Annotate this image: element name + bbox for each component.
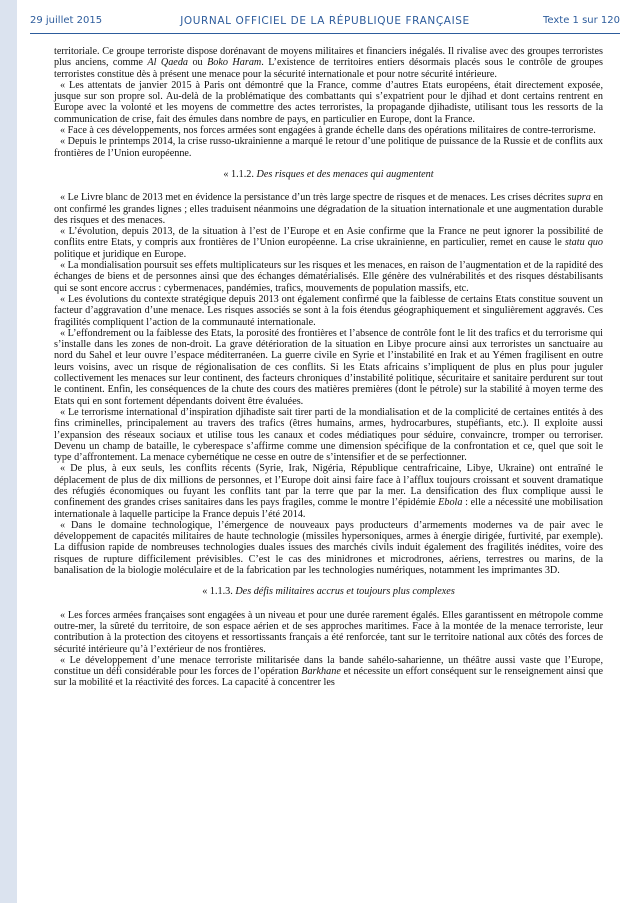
journal-title: JOURNAL OFFICIEL DE LA RÉPUBLIQUE FRANÇAISE bbox=[180, 15, 470, 27]
header-rule bbox=[30, 33, 620, 34]
paragraph: « Les forces armées françaises sont engagées à un niveau et pour une durée rarement égalés. Elles garantissent en métropole comme outre-mer, la sûreté du territoire, de son espace aérien et de ses approches maritimes. Face à la montée de la menace terroriste, leur contribution à la protection des citoyens et ressortissants français a été renforcée, tant sur le territoire national aux côtés des forces de sécurité intérieure qu’à l’extérieur de nos frontières. bbox=[54, 609, 603, 655]
section-heading-1-1-2: « 1.1.2. Des risques et des menaces qui augmentent bbox=[223, 168, 434, 180]
publication-date: 29 juillet 2015 bbox=[30, 15, 103, 26]
paragraph: « Depuis le printemps 2014, la crise russo-ukrainienne a marqué le retour d’une politique de puissance de la Russie et de conflits aux frontières de l’Union européenne. bbox=[54, 136, 603, 159]
paragraph: « De plus, à eux seuls, les conflits récents (Syrie, Irak, Nigéria, République centrafricaine, Libye, Ukraine) ont entraîné le déplacement de plus de dix millions de personnes, et l’Europe doit ainsi faire face à l’afflux toujours croissant et souvent dramatique des réfugiés économiques ou fuyant les conflits tant par la terre que par la mer. La densification des flux complique aussi le confinement des grandes crises sanitaires dans les pays fragiles, comme le montre l’épidémie Ebola : elle a nécessité une mobilisation internationale à laquelle participe la France depuis l’été 2014. bbox=[54, 463, 603, 520]
page-header bbox=[30, 15, 620, 31]
paragraph: « L’évolution, depuis 2013, de la situation à l’est de l’Europe et en Asie confirme que la France ne peut ignorer la possibilité de conflits entre Etats, y compris aux frontières de l’Union européenne. La crise ukrainienne, en particulier, remet en cause le statu quo politique et juridique en Europe. bbox=[54, 226, 603, 260]
paragraph: « Le développement d’une menace terroriste militarisée dans la bande sahélo-saharienne, un théâtre aussi vaste que l’Europe, constitue un défi considérable pour les forces de l’opération Barkhane et nécessite un effort conséquent sur le renseignement ainsi que sur la mobilité et la réactivité des forces. La capacité à concentrer les bbox=[54, 654, 603, 689]
paragraph: « Les attentats de janvier 2015 à Paris ont démontré que la France, comme d’autres Etats européens, était directement exposée, jusque sur son propre sol. Au-delà de la problématique des combattants qui s’expatrient pour le djihad et dont certains rentrent en Europe avec la volonté et les moyens de commettre des actes terroristes, la propagande djihadiste, utilisant tous les ressorts de la communication de crise, fait des émules dans nombre de pays, en particulier en Europe, dont la France. bbox=[54, 79, 603, 125]
side-stripe bbox=[0, 0, 17, 903]
paragraph: territoriale. Ce groupe terroriste dispose dorénavant de moyens militaires et financiers inégalés. Il rivalise avec des groupes terroristes plus anciens, comme Al Qaeda ou Boko Haram. L’existence de territoires entiers désormais placés sous le contrôle de groupes terroristes constitue dès à présent une menace pour la sécurité internationale et pour notre sécurité intérieure. bbox=[54, 46, 603, 80]
paragraph: « L’effondrement ou la faiblesse des Etats, la porosité des frontières et l’absence de contrôle font le lit des trafics et du terrorisme qui s’installe dans les zones de non-droit. La grave détérioration de la situation en Libye procure ainsi aux terroristes un sanctuaire au nord du Sahel et leur ouvre l’espace méditerranéen. La guerre civile en Syrie et l’instabilité en Irak et au Yémen fragilisent en outre leurs voisins, avec un risque de régionalisation de ces conflits. Si les Etats africains s’impliquent de plus en plus pour juguler collectivement les menaces sur leur continent, des facteurs chroniques d’instabilité politique, sécuritaire et sanitaire perdurent sur tout le continent. Enfin, les conséquences de la chute des cours des matières premières (dont le pétrole) sur la stabilité à moyen terme des Etats qui en sont fortement dépendants doivent être évaluées. bbox=[54, 327, 603, 407]
paragraph: « La mondialisation poursuit ses effets multiplicateurs sur les risques et les menaces, en raison de l’augmentation et de la rapidité des échanges de biens et de personnes ainsi que des échanges dématérialisés. Elle génère des vulnérabilités et des risques déstabilisants qui se sont encore accrus : cybermenaces, pandémies, trafics, mouvements de population massifs, etc. bbox=[54, 260, 603, 294]
paragraph: « Le Livre blanc de 2013 met en évidence la persistance d’un très large spectre de risques et de menaces. Les crises décrites supra en ont confirmé les grandes lignes ; elles traduisent néanmoins une dégradation de la situation internationale et une augmentation durable des risques et des menaces. bbox=[54, 192, 603, 226]
paragraph: « Dans le domaine technologique, l’émergence de nouveaux pays producteurs d’armements modernes va de pair avec le développement de capacités militaires de haute technologie (missiles hypersoniques, armes à énergie dirigée, furtivité, par exemple). La diffusion rapide de nombreuses technologies duales issues des marchés civils induit également des fragilités inédites, voire des risques de rupture difficilement prévisibles. C’est le cas des minidrones et microdrones, aériens, terrestres ou marins, de la banalisation de la biologie moléculaire et de la fabrication par les technologies numériques, notamment les imprimantes 3D. bbox=[54, 519, 603, 577]
paragraph: « Les évolutions du contexte stratégique depuis 2013 ont également confirmé que la faiblesse de certains Etats constitue souvent un facteur d’aggravation d’une menace. Les risques associés se sont à la fois étendus géographiquement et singulièrement aggravés. Ces fragilités compliquent l’action de la communauté internationale. bbox=[54, 293, 603, 328]
page-label: Texte 1 sur 120 bbox=[542, 15, 620, 26]
paragraph: « Le terrorisme international d’inspiration djihadiste sait tirer parti de la mondialisation et de la complicité de certaines entités à des fins criminelles, principalement au travers des trafics (êtres humains, armes, hydrocarbures, stupéfiants, etc.). Il exploite aussi l’expansion des réseaux sociaux et utilise tous les canaux et codes médiatiques pour séduire, convaincre, tromper ou terroriser. Devenu un champ de bataille, le cyberespace s’affirme comme une dimension spécifique de la confrontation et ce, quel que soit le type d’affrontement. La menace cybernétique ne cesse en outre de s’intensifier et de se perfectionner. bbox=[54, 406, 603, 464]
document-body bbox=[54, 46, 603, 689]
section-heading-1-1-3: « 1.1.3. Des défis militaires accrus et toujours plus complexes bbox=[202, 586, 455, 598]
paragraph: « Face à ces développements, nos forces armées sont engagées à grande échelle dans des opérations militaires de contre-terrorisme. bbox=[60, 125, 596, 137]
